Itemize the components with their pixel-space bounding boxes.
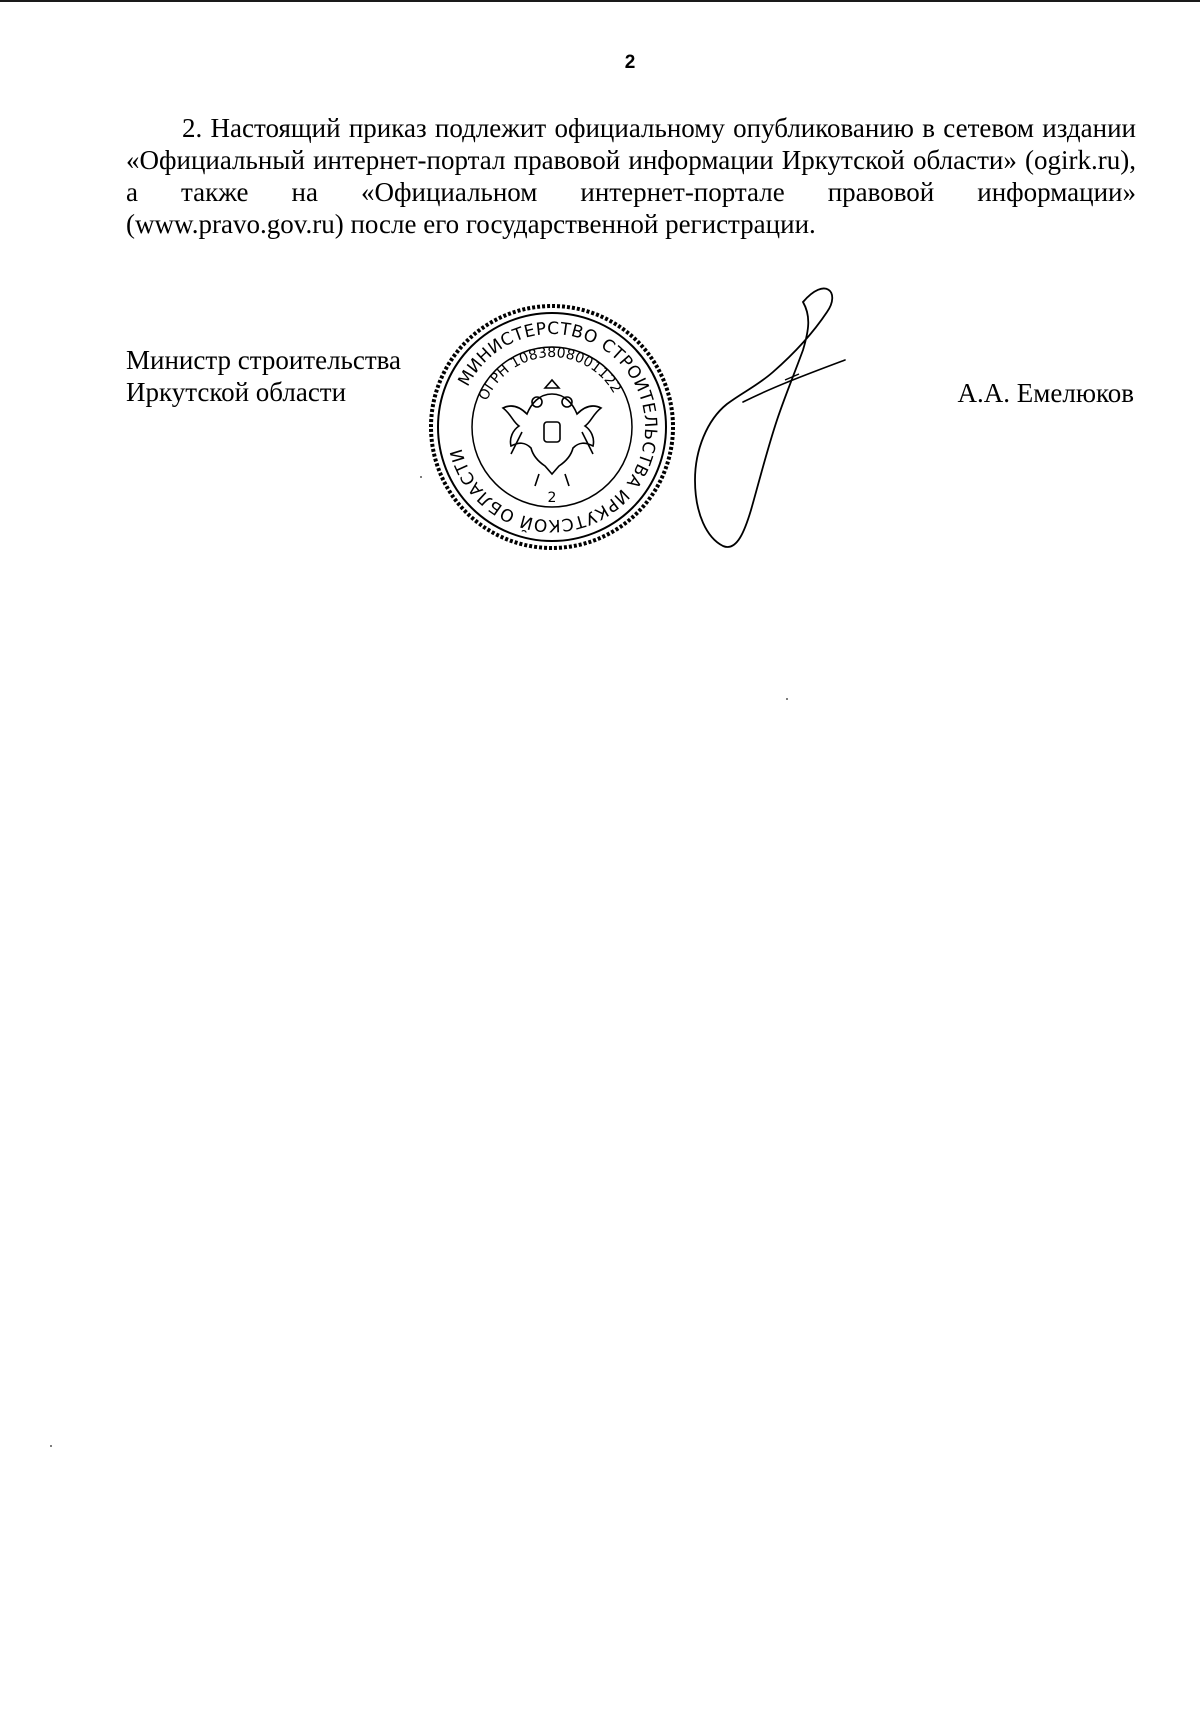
signatory-name: А.А. Емелюков: [957, 378, 1134, 408]
top-rule: [0, 0, 1200, 2]
scan-speck: [786, 698, 788, 700]
handwritten-signature: [685, 280, 925, 560]
seal-outer-text: МИНИСТЕРСТВО СТРОИТЕЛЬСТВА ИРКУТСКОЙ ОБЛАСТИ: [446, 318, 661, 536]
scan-speck: [420, 476, 422, 478]
scan-speck: [50, 1445, 52, 1447]
position-line-2: Иркутской области: [126, 377, 347, 407]
seal-ogrn-text: ОГРН 1083808001122: [475, 344, 625, 403]
coat-of-arms-icon: [503, 380, 601, 486]
seal-number: 2: [547, 490, 557, 506]
page-number: 2: [624, 52, 636, 73]
seal-outer-ring: [431, 306, 673, 548]
signatory-position: [126, 344, 401, 408]
order-paragraph: 2. Настоящий приказ подлежит официальному опубликованию в сетевом издании «Официальный интернет-портал правовой информации Иркутской области» (ogirk.ru), а также на «Официальном интернет-портале правовой информации» (www.pravo.gov.ru) после его государственной регистрации.: [126, 113, 1136, 239]
official-seal: [427, 302, 677, 552]
position-line-1: Министр строительства: [126, 345, 402, 375]
